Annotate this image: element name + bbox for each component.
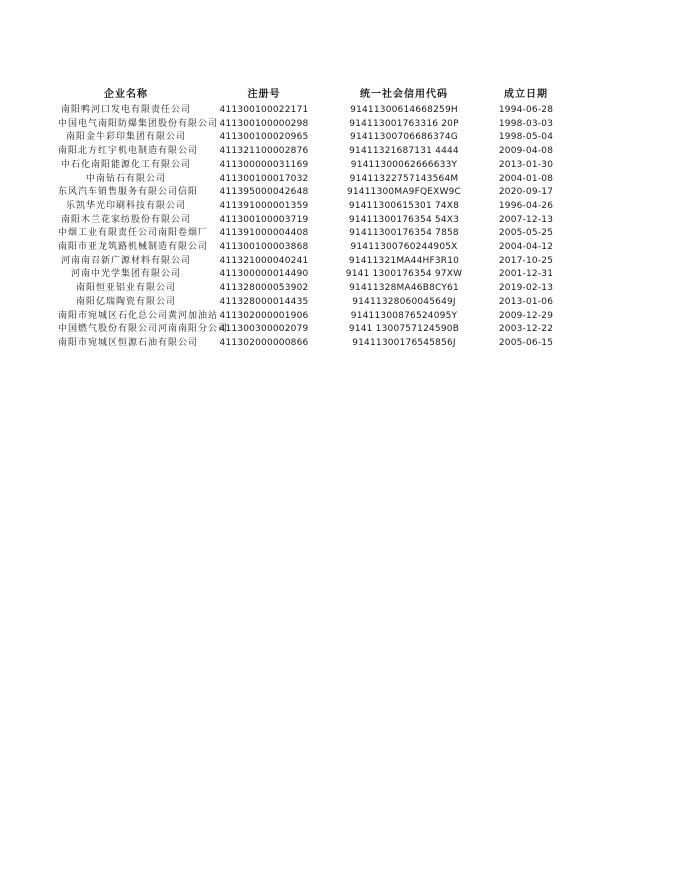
cell-established-date[interactable]: 2005-05-25 [498,228,554,239]
cell-registration-number[interactable]: 411300000031169 [219,159,309,170]
cell-credit-code[interactable]: 9141 1300176354 97XW [345,269,463,280]
cell-established-date[interactable]: 2009-04-08 [498,146,554,157]
cell-registration-number[interactable]: 411302000000866 [219,337,309,348]
cell-company-name[interactable]: 乐凯华光印刷科技有限公司 [65,200,186,211]
cell-company-name[interactable]: 南阳市宛城区石化总公司黄河加油站 [58,310,219,321]
cell-credit-code[interactable]: 91411300176354 7858 [349,228,459,239]
cell-company-name[interactable]: 南阳鸭河口发电有限责任公司 [60,105,191,115]
cell-credit-code[interactable]: 91411300615301 74X8 [348,200,460,211]
table-row [58,200,578,214]
table-row [58,118,578,132]
cell-credit-code[interactable]: 91411300062666633Y [350,159,458,170]
header-credit-code[interactable]: 统一社会信用代码 [360,88,448,100]
cell-registration-number[interactable]: 411391000001359 [219,200,309,211]
cell-company-name[interactable]: 中石化南阳能源化工有限公司 [60,159,191,170]
cell-established-date[interactable]: 2003-12-22 [498,324,554,335]
cell-established-date[interactable]: 2017-10-25 [498,255,554,266]
cell-established-date[interactable]: 2020-09-17 [498,187,554,198]
cell-company-name[interactable]: 南阳木兰花家纺股份有限公司 [60,214,191,225]
cell-registration-number[interactable]: 411321100002876 [219,146,309,157]
cell-established-date[interactable]: 1996-04-26 [498,200,554,211]
cell-company-name[interactable]: 河南中光学集团有限公司 [70,269,181,280]
table-row [58,227,578,241]
cell-credit-code[interactable]: 91411300614668259H [350,105,458,115]
cell-established-date[interactable]: 2007-12-13 [498,214,554,225]
cell-credit-code[interactable]: 91411321687131 4444 [349,146,459,157]
spreadsheet-sheet [58,84,578,351]
cell-established-date[interactable]: 2009-12-29 [498,310,554,321]
table-row [58,173,578,187]
header-established-date[interactable]: 成立日期 [504,88,548,100]
cell-registration-number[interactable]: 411300100000298 [219,118,309,129]
cell-established-date[interactable]: 1998-03-03 [498,118,554,129]
table-row [58,337,578,351]
cell-registration-number[interactable]: 411321000040241 [219,255,309,266]
cell-company-name[interactable]: 南阳金牛彩印集团有限公司 [65,132,186,143]
table-row [58,282,578,296]
header-row [58,84,578,104]
cell-credit-code[interactable]: 914113001763316 20P [349,118,459,129]
table-row [58,310,578,324]
cell-registration-number[interactable]: 411391000004408 [219,228,309,239]
cell-established-date[interactable]: 2013-01-06 [498,296,554,307]
cell-registration-number[interactable]: 411302000001906 [219,310,309,321]
cell-established-date[interactable]: 2004-04-12 [498,242,554,253]
table-row [58,268,578,282]
cell-credit-code[interactable]: 91411300MA9FQEXW9C [346,187,462,198]
cell-credit-code[interactable]: 91411300176354 54X3 [348,214,460,225]
cell-credit-code[interactable]: 91411300176545856J [352,337,456,348]
cell-company-name[interactable]: 南阳恒亚铝业有限公司 [75,283,176,294]
cell-credit-code[interactable]: 91411300760244905X [350,242,458,253]
table-row [58,214,578,228]
cell-registration-number[interactable]: 411300100017032 [219,173,309,184]
cell-registration-number[interactable]: 411328000053902 [219,283,309,294]
header-company-name[interactable]: 企业名称 [104,88,148,100]
cell-established-date[interactable]: 2005-06-15 [498,337,554,348]
cell-established-date[interactable]: 2001-12-31 [498,269,554,280]
company-table [58,84,578,351]
table-body [58,104,578,351]
cell-company-name[interactable]: 中国电气南阳防爆集团股份有限公司 [58,118,219,129]
cell-registration-number[interactable]: 411328000014435 [219,296,309,307]
cell-established-date[interactable]: 2013-01-30 [498,159,554,170]
cell-company-name[interactable]: 东风汽车销售服务有限公司信阳 [58,187,199,198]
cell-registration-number[interactable]: 411300100003719 [219,214,309,225]
cell-company-name[interactable]: 中烟工业有限责任公司南阳卷烟厂 [58,228,209,239]
cell-company-name[interactable]: 河南南召新广源材料有限公司 [60,255,191,266]
cell-company-name[interactable]: 南阳北方红宇机电制造有限公司 [58,146,199,157]
cell-registration-number[interactable]: 411300000014490 [219,269,309,280]
table-row [58,145,578,159]
cell-company-name[interactable]: 南阳亿瑞陶瓷有限公司 [75,296,176,307]
cell-registration-number[interactable]: 411300100020965 [219,132,309,143]
table-row [58,255,578,269]
table-row [58,131,578,145]
cell-company-name[interactable]: 南阳市宛城区恒源石油有限公司 [58,337,199,348]
table-row [58,241,578,255]
cell-credit-code[interactable]: 91411328MA46B8CY61 [349,283,459,294]
cell-registration-number[interactable]: 411300300002079 [219,324,309,335]
cell-company-name[interactable]: 南阳市亚龙筑路机械制造有限公司 [58,242,209,253]
cell-company-name[interactable]: 中南钻石有限公司 [85,173,166,184]
cell-established-date[interactable]: 2019-02-13 [498,283,554,294]
table-row [58,104,578,118]
cell-credit-code[interactable]: 91411300706686374G [350,132,458,143]
cell-established-date[interactable]: 2004-01-08 [498,173,554,184]
cell-registration-number[interactable]: 411395000042648 [219,187,309,198]
table-row [58,296,578,310]
cell-credit-code[interactable]: 91411328060045649J [352,296,456,307]
cell-established-date[interactable]: 1998-05-04 [498,132,554,143]
cell-credit-code[interactable]: 9141 1300757124590B [348,324,460,335]
cell-credit-code[interactable]: 91411321MA44HF3R10 [348,255,460,266]
cell-registration-number[interactable]: 411300100003868 [219,242,309,253]
table-row [58,186,578,200]
header-registration-number[interactable]: 注册号 [247,88,281,100]
cell-credit-code[interactable]: 91411322757143564M [349,173,459,184]
cell-company-name[interactable]: 中国燃气股份有限公司河南南阳分公司 [58,324,229,335]
table-row [58,323,578,337]
cell-registration-number[interactable]: 411300100022171 [219,105,309,115]
cell-established-date[interactable]: 1994-06-28 [498,105,554,115]
cell-credit-code[interactable]: 91411300876524095Y [350,310,458,321]
table-row [58,159,578,173]
